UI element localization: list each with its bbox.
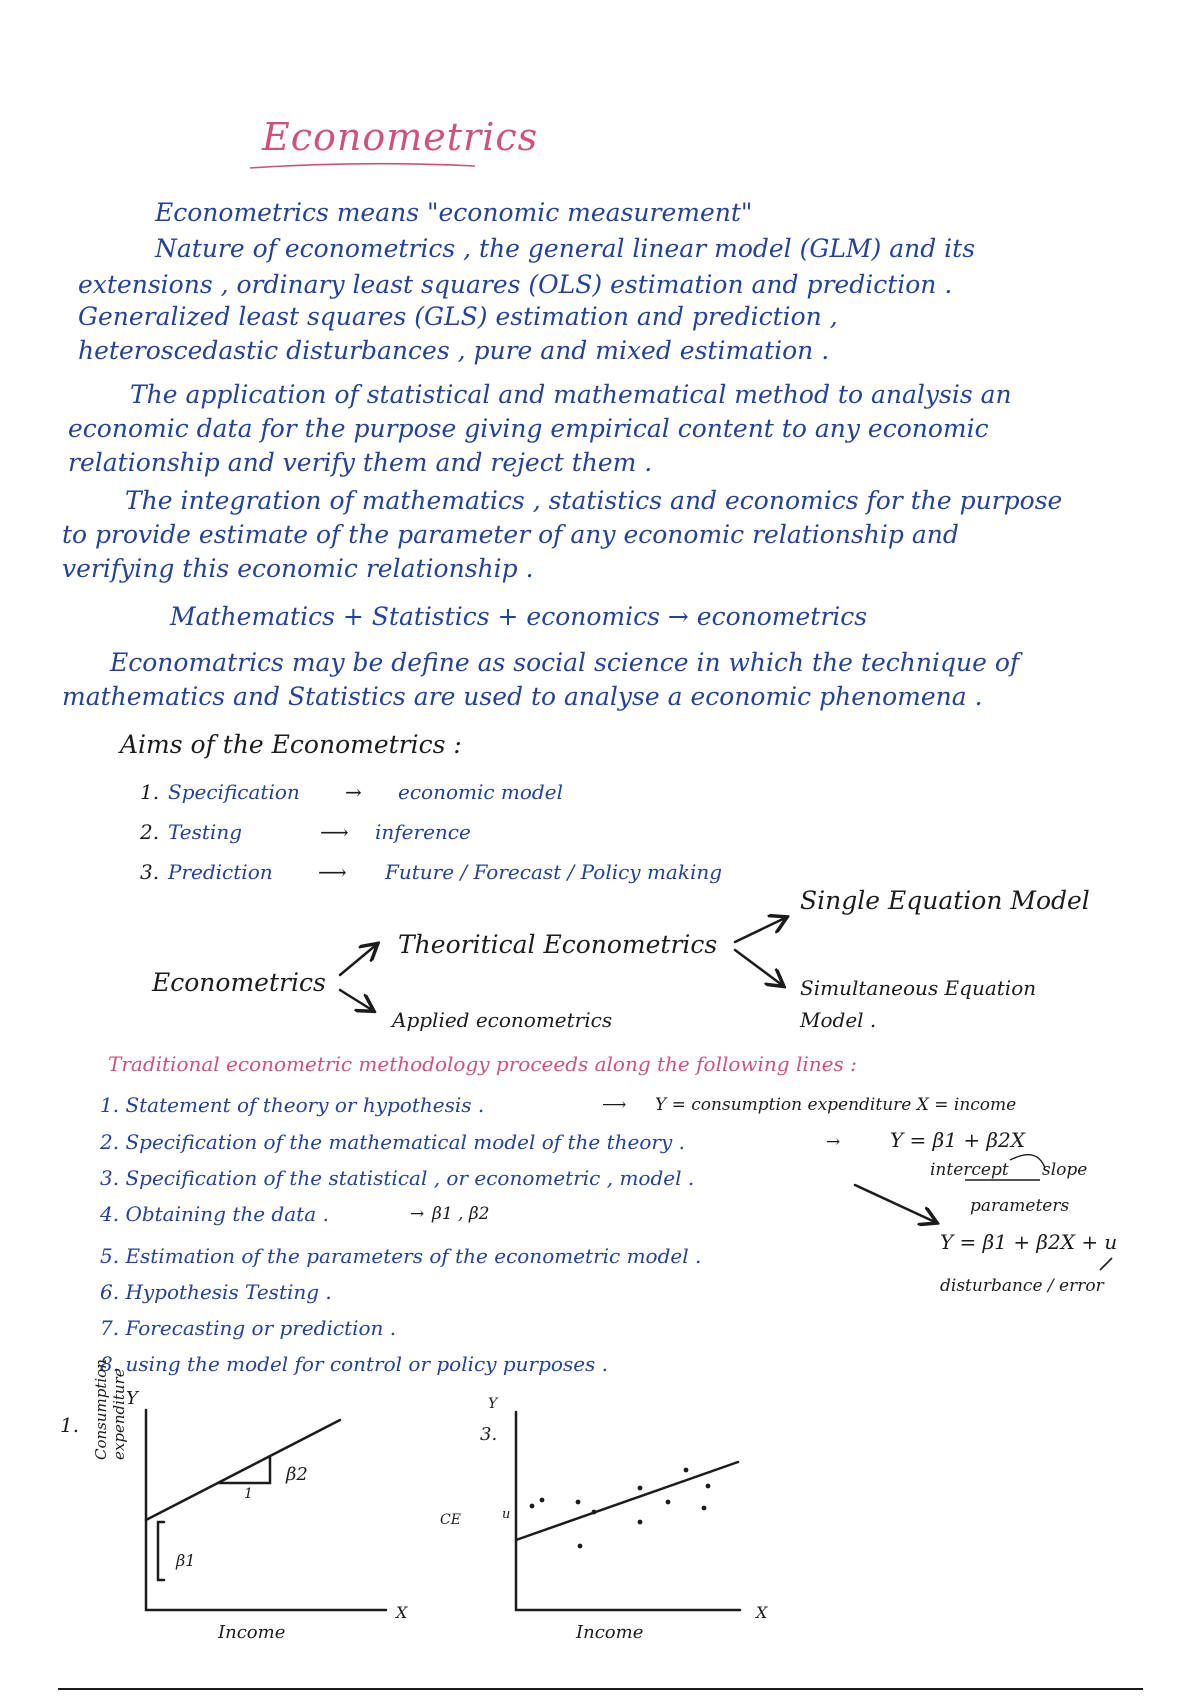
note-data-params: β1 , β2	[432, 1204, 490, 1224]
note-parameters: parameters	[970, 1196, 1070, 1216]
note-intercept: intercept	[930, 1160, 1009, 1180]
aim-term: Prediction	[168, 860, 273, 884]
aim-result: economic model	[398, 780, 563, 804]
note-slope: slope	[1042, 1160, 1088, 1180]
graph1-xlabel: Income	[218, 1622, 286, 1643]
arrow-icon: →	[410, 1204, 425, 1224]
tree-applied: Applied econometrics	[392, 1008, 613, 1032]
graph1-slope-label: β2	[286, 1464, 308, 1485]
graph3-points	[530, 1468, 711, 1549]
graph3-x-axis-label: X	[756, 1603, 768, 1622]
graph3-axes	[516, 1412, 740, 1610]
graph1-intercept-label: β1	[176, 1551, 196, 1570]
note-variables: Y = consumption expenditure X = income	[655, 1095, 1017, 1115]
graph1-intercept-bracket	[158, 1522, 164, 1580]
nature-line-2: extensions , ordinary least squares (OLS) estimation and prediction .	[78, 270, 953, 299]
graph3-ylabel: CE	[440, 1512, 461, 1528]
tree-simultaneous-1: Simultaneous Equation	[800, 976, 1037, 1000]
equation-line: Mathematics + Statistics + economics → econometrics	[170, 602, 868, 631]
aim-term: Testing	[168, 820, 243, 844]
aim-term: Specification	[168, 780, 300, 804]
methodology-heading: Traditional econometric methodology proceeds along the following lines :	[108, 1052, 857, 1076]
meaning-line: Econometrics means "economic measurement"	[155, 198, 753, 227]
graph3-u-label: u	[502, 1507, 511, 1522]
graph3-line	[516, 1462, 738, 1540]
scatter-point	[638, 1486, 643, 1491]
bottom-rule	[58, 1688, 1143, 1690]
scatter-point	[576, 1500, 581, 1505]
tree-simultaneous-2: Model .	[800, 1008, 877, 1032]
graph1-chart	[80, 1359, 440, 1643]
method-step: 8. using the model for control or policy purposes .	[100, 1352, 609, 1376]
arrow-icon: →	[345, 780, 362, 804]
scatter-point	[702, 1506, 707, 1511]
arrow-icon: ⟶	[602, 1095, 627, 1115]
note-model: Y = β1 + β2X	[890, 1128, 1025, 1152]
method-step: 7. Forecasting or prediction .	[100, 1316, 397, 1340]
graph1-ylabel-2: expenditure	[110, 1368, 128, 1460]
method-step: 6. Hypothesis Testing .	[100, 1280, 332, 1304]
method-step: 5. Estimation of the parameters of the econometric model .	[100, 1244, 702, 1268]
nature-line-4: heteroscedastic disturbances , pure and mixed estimation .	[78, 336, 830, 365]
graph1-y-axis-label: Y	[126, 1388, 138, 1409]
definition-line-1: Economatrics may be define as social science in which the technique of	[110, 648, 1020, 677]
integration-line-3: verifying this economic relationship .	[62, 554, 534, 583]
application-line-3: relationship and verify them and reject them .	[68, 448, 653, 477]
scatter-point	[666, 1500, 671, 1505]
scatter-point	[592, 1510, 597, 1515]
graph3-number: 3.	[480, 1424, 498, 1445]
nature-line-3: Generalized least squares (GLS) estimation and prediction ,	[78, 302, 838, 331]
scatter-point	[684, 1468, 689, 1473]
page-title: Econometrics	[262, 115, 539, 159]
aim-number: 1.	[140, 780, 160, 804]
graph1-number: 1.	[60, 1413, 80, 1437]
note-disturbance: disturbance / error	[940, 1276, 1104, 1296]
arrow-icon: ⟶	[318, 860, 347, 884]
integration-line-2: to provide estimate of the parameter of any economic relationship and	[62, 520, 959, 549]
application-line-2: economic data for the purpose giving empirical content to any economic	[68, 414, 989, 443]
graph3-y-axis-label: Y	[488, 1396, 498, 1412]
graph1-x-axis-label: X	[396, 1603, 408, 1622]
integration-line-1: The integration of mathematics , statistics and economics for the purpose	[125, 486, 1063, 515]
method-step: 3. Specification of the statistical , or econometric , model .	[100, 1166, 695, 1190]
definition-line-2: mathematics and Statistics are used to analyse a economic phenomena .	[62, 682, 983, 711]
graph1-run-label: 1	[244, 1486, 253, 1502]
graph3-chart	[440, 1390, 800, 1643]
nature-line-1: Nature of econometrics , the general linear model (GLM) and its	[155, 234, 976, 263]
arrow-icon: ⟶	[320, 820, 349, 844]
graph1-line	[146, 1420, 340, 1520]
application-line-1: The application of statistical and mathematical method to analysis an	[130, 380, 1012, 409]
aims-heading: Aims of the Econometrics :	[120, 730, 462, 759]
method-step: 1. Statement of theory or hypothesis .	[100, 1093, 485, 1117]
method-step: 4. Obtaining the data .	[100, 1202, 329, 1226]
scatter-point	[638, 1520, 643, 1525]
aim-result: Future / Forecast / Policy making	[385, 860, 723, 884]
graph3-xlabel: Income	[576, 1622, 644, 1643]
scatter-point	[578, 1544, 583, 1549]
aim-result: inference	[375, 820, 471, 844]
note-econometric-model: Y = β1 + β2X + u	[940, 1230, 1118, 1254]
graph1-axes	[146, 1410, 386, 1610]
aim-number: 3.	[140, 860, 160, 884]
arrow-icon: →	[826, 1132, 841, 1152]
tree-single: Single Equation Model	[800, 886, 1090, 915]
tree-root: Econometrics	[152, 968, 326, 997]
scatter-point	[540, 1498, 545, 1503]
scatter-point	[706, 1484, 711, 1489]
method-step: 2. Specification of the mathematical model of the theory .	[100, 1130, 685, 1154]
scatter-point	[530, 1504, 535, 1509]
tree-theoretical: Theoritical Econometrics	[398, 930, 718, 959]
graph1-ylabel-1: Consumption	[92, 1359, 110, 1460]
aim-number: 2.	[140, 820, 160, 844]
